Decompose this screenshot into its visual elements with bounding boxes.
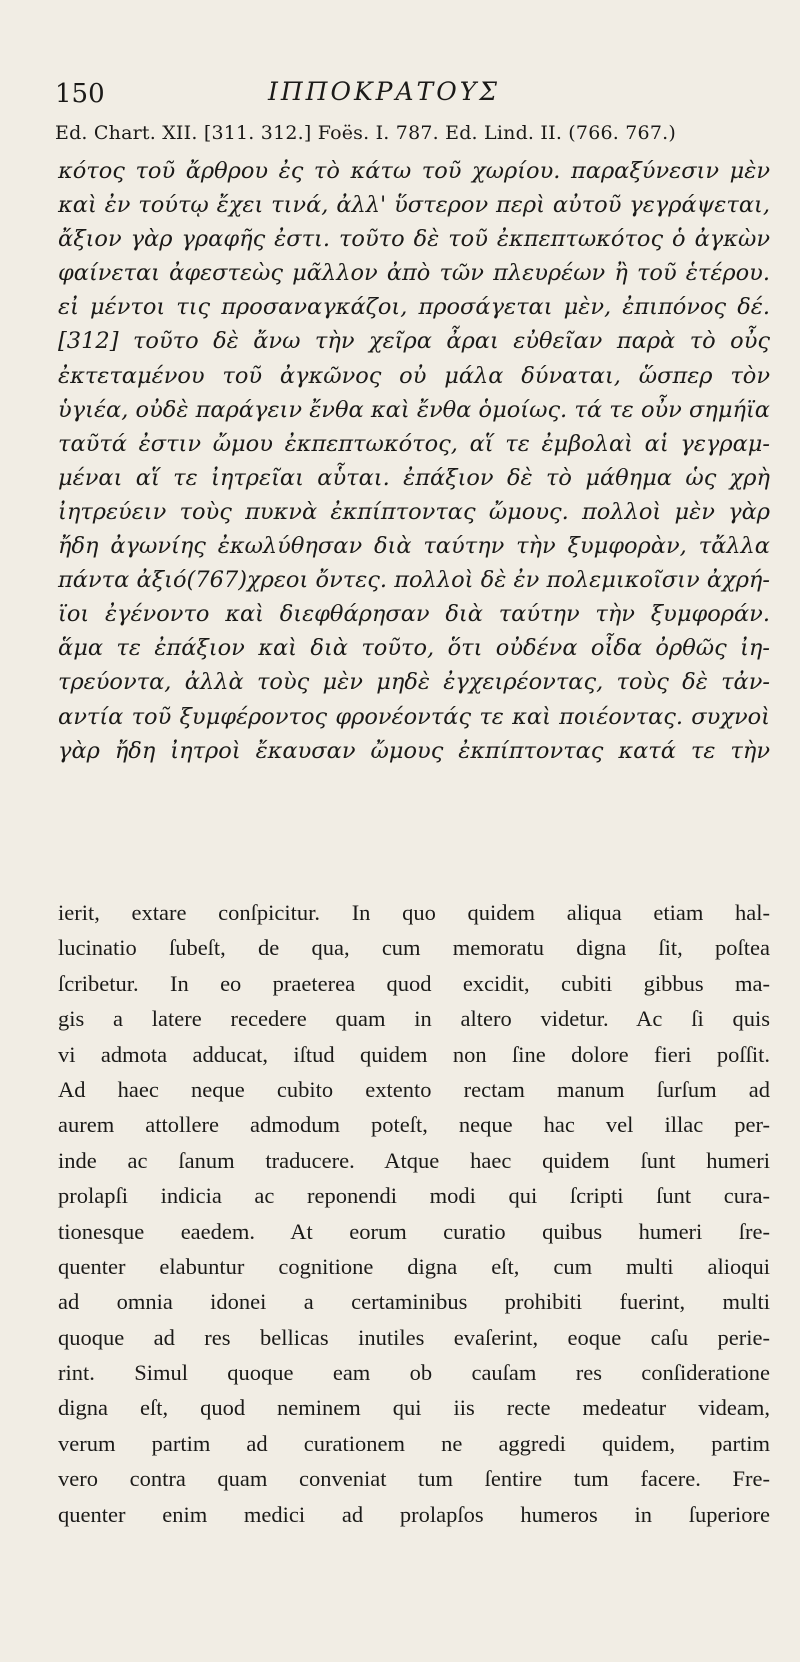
latin-text-line: verum partim ad curationem ne aggredi quidem, partim [58, 1430, 770, 1456]
latin-text-line: rint. Simul quoque eam ob cauſam res conſideratione [58, 1360, 770, 1386]
greek-text-line: ἄξιον γὰρ γραφῆς ἐστι. τοῦτο δὲ τοῦ ἐκπεπτωκότος ὁ ἀγκὼν [58, 226, 770, 253]
edition-reference: Ed. Chart. XII. [311. 312.] Foës. I. 787. Ed. Lind. II. (766. 767.) [55, 122, 676, 144]
latin-text-line: lucinatio ſubeſt, de qua, cum memoratu digna ſit, poſtea [58, 935, 770, 961]
greek-text-line: καὶ ἐν τούτῳ ἔχει τινά, ἀλλ' ὕστερον περὶ αὐτοῦ γεγράψεται, [58, 192, 770, 219]
latin-text-line: inde ac ſanum traducere. Atque haec quidem ſunt humeri [58, 1147, 770, 1173]
latin-text-line: prolapſi indicia ac reponendi modi qui ſcripti ſunt cura- [58, 1183, 770, 1209]
latin-text-line: tionesque eaedem. At eorum curatio quibus humeri ſre- [58, 1218, 770, 1244]
latin-text-line: aurem attollere admodum poteſt, neque hac vel illac per- [58, 1112, 770, 1138]
greek-text-line: μέναι αἵ τε ἰητρεῖαι αὗται. ἐπάξιον δὲ τὸ μάθημα ὡς χρὴ [58, 464, 770, 491]
greek-text-line: ϊοι ἐγένοντο καὶ διεφθάρησαν διὰ ταύτην τὴν ξυμφοράν. [58, 601, 770, 628]
latin-text-line: ad omnia idonei a certaminibus prohibiti fuerint, multi [58, 1289, 770, 1315]
greek-text-line: γὰρ ἤδη ἰητροὶ ἔκαυσαν ὤμους ἐκπίπτοντας κατά τε τὴν [58, 737, 770, 764]
greek-text-line: ἤδη ἀγωνίης ἐκωλύθησαν διὰ ταύτην τὴν ξυμφορὰν, τἄλλα [58, 533, 770, 560]
latin-text-line: quenter elabuntur cognitione digna eſt, cum multi alioqui [58, 1253, 770, 1279]
latin-text-line: vi admota adducat, iſtud quidem non ſine dolore fieri poſſit. [58, 1041, 770, 1067]
greek-text-line: τρεύοντα, ἀλλὰ τοὺς μὲν μηδὲ ἐγχειρέοντας, τοὺς δὲ τἀν- [58, 669, 770, 696]
latin-text-line: ſcribetur. In eo praeterea quod excidit, cubiti gibbus ma- [58, 970, 770, 996]
latin-text-line: Ad haec neque cubito extento rectam manum ſurſum ad [58, 1076, 770, 1102]
greek-text-line: [312] τοῦτο δὲ ἄνω τὴν χεῖρα ἆραι εὐθεῖαν παρὰ τὸ οὖς [58, 328, 770, 355]
running-title: ΙΠΠΟΚΡΑΤΟΥΣ [268, 77, 500, 106]
greek-text-line: ὑγιέα, οὐδὲ παράγειν ἔνθα καὶ ἔνθα ὁμοίως. τά τε οὖν σημήϊα [58, 396, 770, 423]
latin-text-block [58, 895, 770, 1532]
greek-text-block [58, 154, 770, 768]
page-number: 150 [55, 79, 105, 109]
greek-text-line: εἰ μέντοι τις προσαναγκάζοι, προσάγεται μὲν, ἐπιπόνος δέ. [58, 294, 770, 321]
latin-text-line: ierit, extare conſpicitur. In quo quidem aliqua etiam hal- [58, 900, 770, 925]
greek-text-line: ἐκτεταμένου τοῦ ἀγκῶνος οὐ μάλα δύναται, ὥσπερ τὸν [58, 362, 770, 389]
greek-text-line: κότος τοῦ ἄρθρου ἐς τὸ κάτω τοῦ χωρίου. παραξύνεσιν μὲν [58, 158, 770, 184]
latin-text-line: quenter enim medici ad prolapſos humeros in ſuperiore [58, 1501, 770, 1527]
latin-text-line: vero contra quam conveniat tum ſentire tum facere. Fre- [58, 1466, 770, 1492]
latin-text-line: quoque ad res bellicas inutiles evaſerint, eoque caſu perie- [58, 1324, 770, 1350]
greek-text-line: πάντα ἀξιό(767)χρεοι ὄντες. πολλοὶ δὲ ἐν πολεμικοῖσιν ἀχρή- [58, 567, 770, 594]
greek-text-line: φαίνεται ἀφεστεὼς μᾶλλον ἀπὸ τῶν πλευρέων ἢ τοῦ ἑτέρου. [58, 260, 770, 287]
greek-text-line: αντία τοῦ ξυμφέροντος φρονέοντάς τε καὶ ποιέοντας. συχνοὶ [58, 703, 770, 730]
page-header [55, 75, 775, 115]
latin-text-line: gis a latere recedere quam in altero videtur. Ac ſi quis [58, 1006, 770, 1032]
greek-text-line: ἅμα τε ἐπάξιον καὶ διὰ τοῦτο, ὅτι οὐδένα οἶδα ὀρθῶς ἰη- [58, 635, 770, 662]
latin-text-line: digna eſt, quod neminem qui iis recte medeatur videam, [58, 1395, 770, 1421]
greek-text-line: ταῦτά ἐστιν ὤμου ἐκπεπτωκότος, αἵ τε ἐμβολαὶ αἱ γεγραμ- [58, 430, 770, 457]
greek-text-line: ἰητρεύειν τοὺς πυκνὰ ἐκπίπτοντας ὤμους. πολλοὶ μὲν γὰρ [58, 498, 770, 525]
